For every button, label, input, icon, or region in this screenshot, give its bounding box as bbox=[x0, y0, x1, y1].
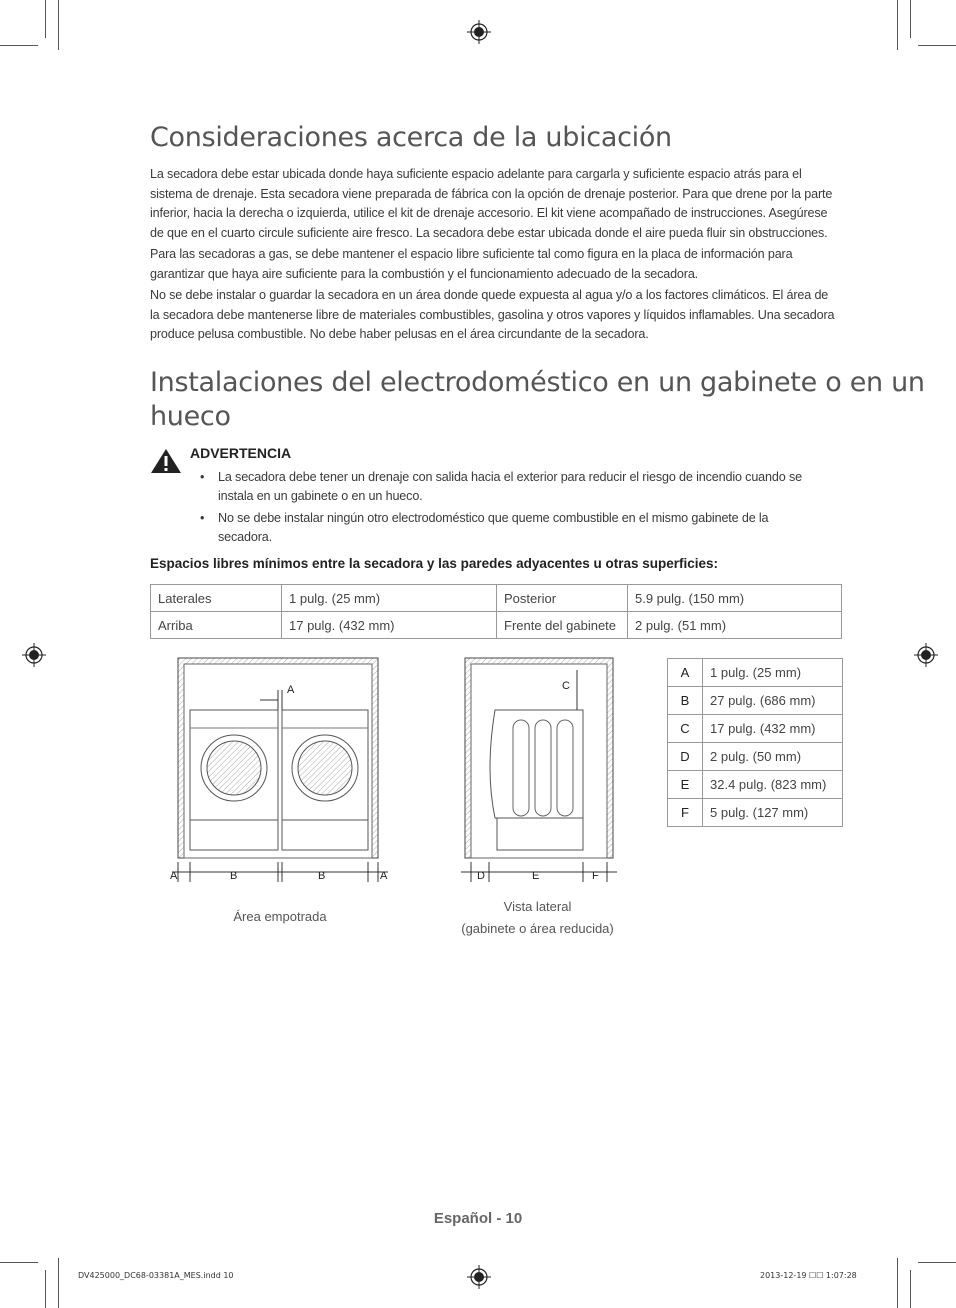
table-cell: 5.9 pulg. (150 mm) bbox=[628, 585, 842, 612]
table-row bbox=[668, 687, 843, 715]
side-diagram-caption bbox=[440, 896, 635, 940]
dimensions-table bbox=[667, 658, 843, 827]
paragraph-location-1: La secadora debe estar ubicada donde haya suficiente espacio adelante para cargarla y suficiente espacio atrás para el sistema de drenaje. Esta secadora viene preparada de fábrica con la opción de drenaje posterior. Para que drene por la parte inferior, hacia la derecha o izquierda, utilice el kit de drenaje accesorio. El kit viene acompañado de instrucciones. Asegúrese de que en el cuarto circule suficiente aire fresco. La secadora debe estar ubicada donde el aire pueda fluir sin obstrucciones. bbox=[150, 167, 833, 240]
table-cell: 2 pulg. (51 mm) bbox=[628, 612, 842, 639]
registration-mark-right-icon bbox=[914, 643, 938, 667]
bullet-dot: • bbox=[200, 470, 205, 484]
dim-label-a-left: A bbox=[170, 870, 178, 882]
dim-key: B bbox=[668, 687, 703, 715]
table-row bbox=[668, 659, 843, 687]
bullet-dot: • bbox=[200, 511, 205, 525]
section-title-installation bbox=[150, 366, 925, 434]
dim-label-c: C bbox=[562, 680, 570, 692]
dim-label-a-right: A bbox=[380, 870, 388, 882]
table-row bbox=[668, 799, 843, 827]
registration-mark-bottom-icon bbox=[467, 1265, 491, 1289]
side-caption-line-1: Vista lateral bbox=[503, 899, 572, 914]
file-slug: DV425000_DC68-03381A_MES.indd 10 bbox=[78, 1271, 234, 1280]
registration-mark-left-icon bbox=[22, 643, 46, 667]
front-diagram-caption: Área empotrada bbox=[233, 909, 327, 924]
dim-key: A bbox=[668, 659, 703, 687]
paragraph-location-2: Para las secadoras a gas, se debe mantener el espacio libre suficiente tal como figura en la placa de información para garantizar que haya aire suficiente para la combustión y el funcionamiento adecuado de la secadora. bbox=[150, 247, 793, 281]
dim-value: 5 pulg. (127 mm) bbox=[703, 799, 843, 827]
table-cell: Posterior bbox=[497, 585, 628, 612]
dim-label-f: F bbox=[592, 870, 599, 882]
section-title-line-2: hueco bbox=[150, 401, 231, 432]
table-cell: Frente del gabinete bbox=[497, 612, 628, 639]
warning-title: ADVERTENCIA bbox=[190, 445, 292, 461]
dim-value: 32.4 pulg. (823 mm) bbox=[703, 771, 843, 799]
page-number: Español - 10 bbox=[433, 1210, 523, 1227]
dim-value: 1 pulg. (25 mm) bbox=[703, 659, 843, 687]
table-cell: Laterales bbox=[151, 585, 282, 612]
front-installation-diagram bbox=[160, 650, 400, 890]
table-row bbox=[151, 585, 842, 612]
dim-value: 2 pulg. (50 mm) bbox=[703, 743, 843, 771]
dim-key: C bbox=[668, 715, 703, 743]
print-timestamp: 2013-12-19 ☐☐ 1:07:28 bbox=[760, 1271, 857, 1280]
warning-bullet-text: La secadora debe tener un drenaje con salida hacia el exterior para reducir el riesgo de incendio cuando se instala en un gabinete o en un hueco. bbox=[218, 470, 802, 503]
table-cell: Arriba bbox=[151, 612, 282, 639]
warning-triangle-icon bbox=[150, 448, 182, 474]
dim-value: 27 pulg. (686 mm) bbox=[703, 687, 843, 715]
dim-label-a-top: A bbox=[287, 684, 295, 696]
table-row bbox=[668, 715, 843, 743]
table-cell: 1 pulg. (25 mm) bbox=[282, 585, 497, 612]
side-installation-diagram bbox=[455, 650, 625, 890]
section-title-location: Consideraciones acerca de la ubicación bbox=[150, 122, 672, 153]
clearance-heading: Espacios libres mínimos entre la secadora y las paredes adyacentes u otras superficies: bbox=[150, 556, 719, 571]
table-row bbox=[668, 771, 843, 799]
dim-key: E bbox=[668, 771, 703, 799]
table-row bbox=[151, 612, 842, 639]
warning-bullet-text: No se debe instalar ningún otro electrodoméstico que queme combustible en el mismo gabinete de la secadora. bbox=[218, 511, 769, 544]
section-title-line-1: Instalaciones del electrodoméstico en un gabinete o en un bbox=[150, 367, 925, 398]
dim-key: D bbox=[668, 743, 703, 771]
table-row bbox=[668, 743, 843, 771]
clearance-table bbox=[150, 584, 842, 639]
dim-label-d: D bbox=[477, 870, 485, 882]
dim-value: 17 pulg. (432 mm) bbox=[703, 715, 843, 743]
dim-label-e: E bbox=[532, 870, 540, 882]
paragraph-location-3: No se debe instalar o guardar la secadora en un área donde quede expuesta al agua y/o a los factores climáticos. El área de la secadora debe mantenerse libre de materiales combustibles, gasolina y otros vapores y líquidos inflamables. Una secadora produce pelusa combustible. No debe haber pelusas en el área circundante de la secadora. bbox=[150, 288, 835, 341]
table-cell: 17 pulg. (432 mm) bbox=[282, 612, 497, 639]
dim-label-b-right: B bbox=[318, 870, 326, 882]
side-caption-line-2: (gabinete o área reducida) bbox=[461, 921, 614, 936]
dim-key: F bbox=[668, 799, 703, 827]
registration-mark-top-icon bbox=[467, 20, 491, 44]
dim-label-b-left: B bbox=[230, 870, 238, 882]
